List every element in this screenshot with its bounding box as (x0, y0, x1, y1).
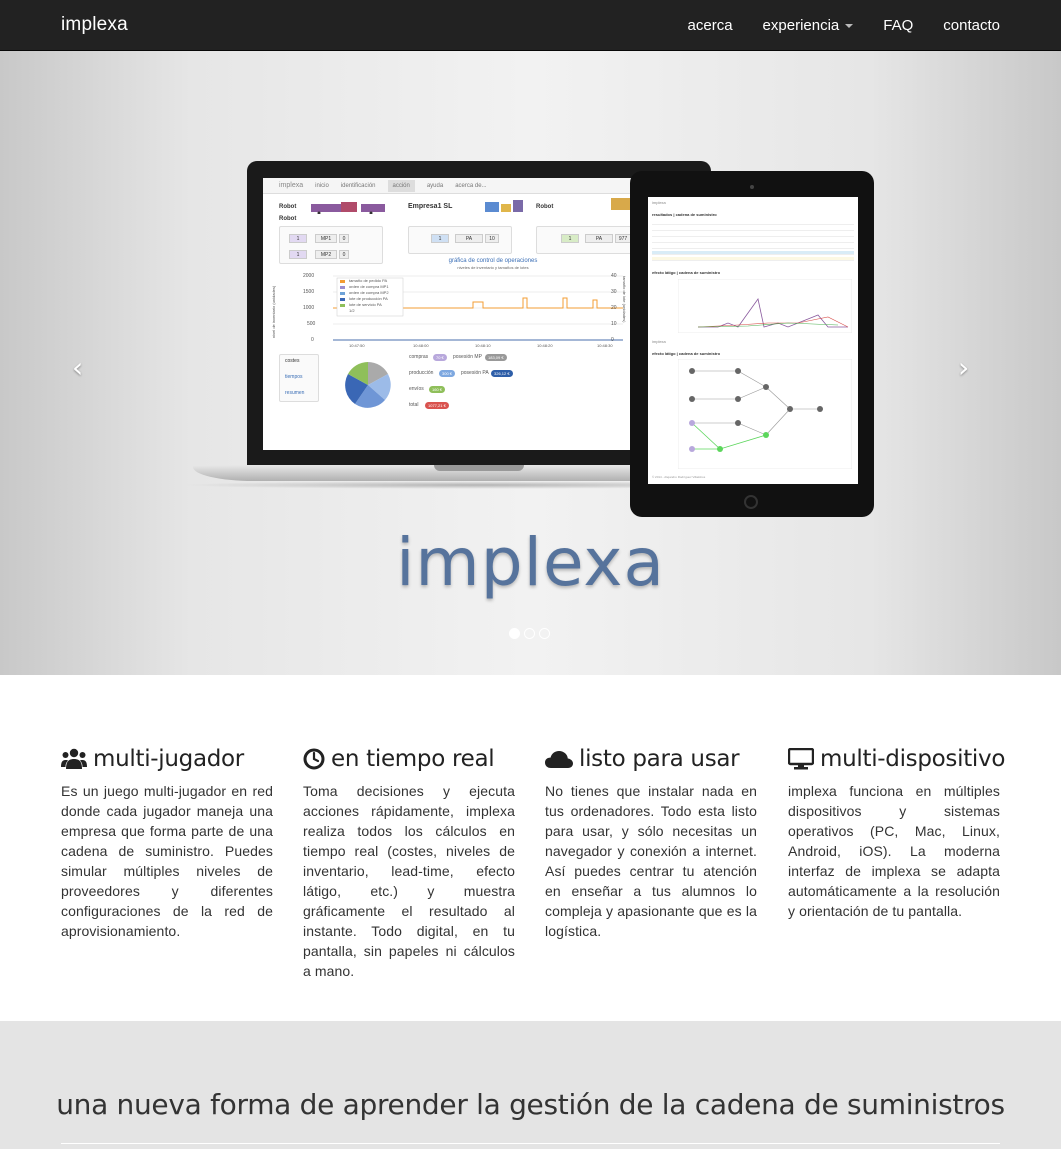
screen-cost-value: 183,09 € (485, 354, 507, 361)
screen-side-tab: resumen (285, 390, 305, 396)
screen-y-tick: 0 (311, 337, 314, 343)
hero-carousel (0, 51, 1061, 675)
screen-y2-tick: 20 (611, 305, 617, 311)
nav-item-experiencia[interactable] (763, 17, 854, 34)
screen-chart-title: gráfica de control de operaciones (448, 258, 538, 264)
screen-legend-item: lote de producción PA (349, 296, 388, 301)
screen-cost-label: producción (409, 370, 434, 376)
caret-down-icon (845, 24, 853, 28)
carousel-indicator[interactable] (539, 628, 550, 639)
screen-pa: PA (455, 234, 483, 243)
screen-y-axis-label: nivel de inventario (unidades) (271, 285, 276, 338)
factory-truck-icon (311, 200, 391, 214)
tablet-section-title: efecto látigo | cadena de suministro (652, 270, 721, 275)
screen-y2-axis-label: tamaño de lote (unidades) (622, 276, 627, 323)
carousel-indicator[interactable] (524, 628, 535, 639)
screen-x-tick: 10:48:00 (413, 343, 429, 348)
tablet-bullwhip-chart (678, 279, 852, 333)
users-icon (61, 748, 87, 770)
screen-side-tab: costes (285, 358, 300, 364)
screen-nav-item: identificación (340, 182, 376, 189)
screen-cost-value: 70 € (433, 354, 447, 361)
carousel-prev-icon[interactable]: ‹ (72, 351, 84, 384)
screen-nav-brand: implexa (279, 182, 304, 189)
screen-legend-item: orden de compra MP2 (349, 290, 389, 295)
screen-y2-tick: 30 (611, 289, 617, 295)
screen-nav-item: acerca de... (455, 182, 487, 189)
nav-label: contacto (943, 16, 1000, 34)
screen-qty: 1 (431, 234, 449, 243)
screen-robot-label: Robot (279, 204, 297, 210)
screen-x-tick: 10:48:30 (597, 343, 613, 348)
promo-band (0, 1021, 1061, 1149)
nav-menu (658, 0, 1000, 50)
divider (61, 1143, 1000, 1144)
screen-cost-value: 1077,21 € (425, 402, 449, 409)
nav-item-faq[interactable] (883, 17, 913, 34)
feature-tiempo-real (303, 744, 515, 981)
screen-y2-tick: 0 (611, 337, 614, 343)
screen-cost-value: 160 € (429, 386, 445, 393)
screen-qty: 1 (289, 234, 307, 243)
nav-item-acerca[interactable] (688, 17, 733, 34)
screen-nav-item: inicio (315, 182, 329, 189)
feature-text: Toma decisiones y ejecuta acciones rápidamente, implexa realiza todos los cálculos en tiempo real (costes, niveles de inventario, lead-time, efecto látigo, etc.) y muestra gráficamente el resultado al instante. Todo digital, en tu pantalla, sin papeles ni cálculos a mano. (303, 783, 515, 979)
screen-pa: PA (585, 234, 613, 243)
screen-cost-label: envíos (409, 386, 424, 392)
screen-qty: 1 (289, 250, 307, 259)
screen-x-tick: 10:48:10 (475, 343, 491, 348)
screen-company-name: Empresa1 SL (408, 203, 453, 210)
screen-y-tick: 2000 (303, 273, 315, 279)
tablet-camera (750, 185, 754, 189)
screen-operations-chart (293, 270, 623, 354)
screen-right-val: 977 (615, 234, 631, 243)
feature-title: listo para usar (579, 746, 740, 772)
feature-text: implexa funciona en múltiples dispositivos y sistemas operativos (PC, Mac, Linux, Android, iOS). La moderna interfaz de implexa se adapta automáticamente a la resolución y orientación de tu pantalla. (788, 783, 1000, 919)
desktop-icon (788, 748, 814, 770)
screen-legend-item: tamaño de pedido PA (349, 278, 388, 283)
screen-cost-label: posesión MP (453, 354, 482, 360)
feature-text: No tienes que instalar nada en tus ordenadores. Todo esta listo para usar, y sólo necesitas un navegador y conexión a internet. Así puedes centrar tu atención en enseñar a tus alumnos lo compleja y apasionante que es la logística. (545, 783, 757, 939)
tablet-section-title: efecto látigo | cadena de suministro (652, 351, 721, 356)
tablet-network-diagram (678, 359, 852, 469)
laptop-notch (434, 465, 524, 471)
carousel-caption: implexa (396, 524, 665, 601)
screen-y-tick: 1000 (303, 305, 315, 311)
screen-y2-tick: 10 (611, 321, 617, 327)
screen-x-tick: 10:47:50 (349, 343, 365, 348)
brand-link[interactable]: implexa (61, 14, 128, 35)
feature-listo-para-usar (545, 744, 757, 941)
tablet-footer: © 2014 - Alejandro Rodríguez Villalobos (652, 475, 706, 479)
screen-pie-chart (343, 360, 393, 410)
tablet-home-button (744, 495, 758, 509)
screen-legend-page: 1/2 (349, 308, 355, 313)
nav-label: acerca (687, 16, 733, 34)
carousel-indicators (509, 628, 554, 639)
screen-nav-item-active: acción (388, 180, 415, 192)
screen-cost-label: total (409, 402, 419, 408)
screen-zero: 0 (339, 250, 349, 259)
screen-nav-item: ayuda (426, 182, 444, 189)
carousel-next-icon[interactable]: › (958, 351, 970, 384)
feature-title: multi-dispositivo (820, 746, 1006, 772)
screen-cost-value: 300 € (439, 370, 455, 377)
feature-multi-dispositivo (788, 744, 1006, 921)
screen-chart-subtitle: niveles de inventario y tamaños de lotes (457, 265, 529, 270)
screen-ten: 10 (485, 234, 499, 243)
carousel-indicator[interactable] (509, 628, 520, 639)
cloud-icon (545, 749, 573, 769)
feature-text: Es un juego multi-jugador en red donde cada jugador maneja una empresa que forma parte de una cadena de suministro. Puedes simular múltiples niveles de proveedores y diferentes configuraciones de la red de aprovisionamiento. (61, 783, 273, 939)
tablet-section-title: resultados | cadena de suministro (652, 212, 717, 217)
tablet-header: implexa (652, 339, 666, 344)
tablet-screen (648, 197, 858, 484)
nav-item-contacto[interactable] (943, 17, 1000, 34)
tablet-header: implexa (652, 200, 666, 205)
screen-robot-label: Robot (536, 204, 554, 210)
screen-x-tick: 10:48:20 (537, 343, 553, 348)
screen-y-tick: 500 (307, 321, 316, 327)
screen-zero: 0 (339, 234, 349, 243)
nav-label: experiencia (762, 16, 840, 34)
clock-icon (303, 748, 325, 770)
screen-y2-tick: 40 (611, 273, 617, 279)
screen-robot-label: Robot (279, 216, 297, 222)
feature-title: multi-jugador (93, 746, 244, 772)
factory-icon (485, 196, 525, 212)
screen-legend-item: lote de servicio PA (349, 302, 382, 307)
nav-label: FAQ (883, 16, 914, 34)
navbar (0, 0, 1061, 51)
screen-cost-value: 326,12 € (491, 370, 513, 377)
promo-heading: una nueva forma de aprender la gestión de la cadena de suministros (56, 1088, 1005, 1121)
screen-mp2: MP2 (315, 250, 337, 259)
screen-qty: 1 (561, 234, 579, 243)
screen-cost-label: posesión PA (461, 370, 489, 376)
screen-legend-item: orden de compra MP1 (349, 284, 389, 289)
screen-cost-label: compras (409, 354, 429, 360)
feature-multi-jugador (61, 744, 273, 941)
screen-y-tick: 1500 (303, 289, 315, 295)
screen-mp1: MP1 (315, 234, 337, 243)
feature-title: en tiempo real (331, 746, 495, 772)
screen-side-tab: tiempos (285, 374, 303, 380)
